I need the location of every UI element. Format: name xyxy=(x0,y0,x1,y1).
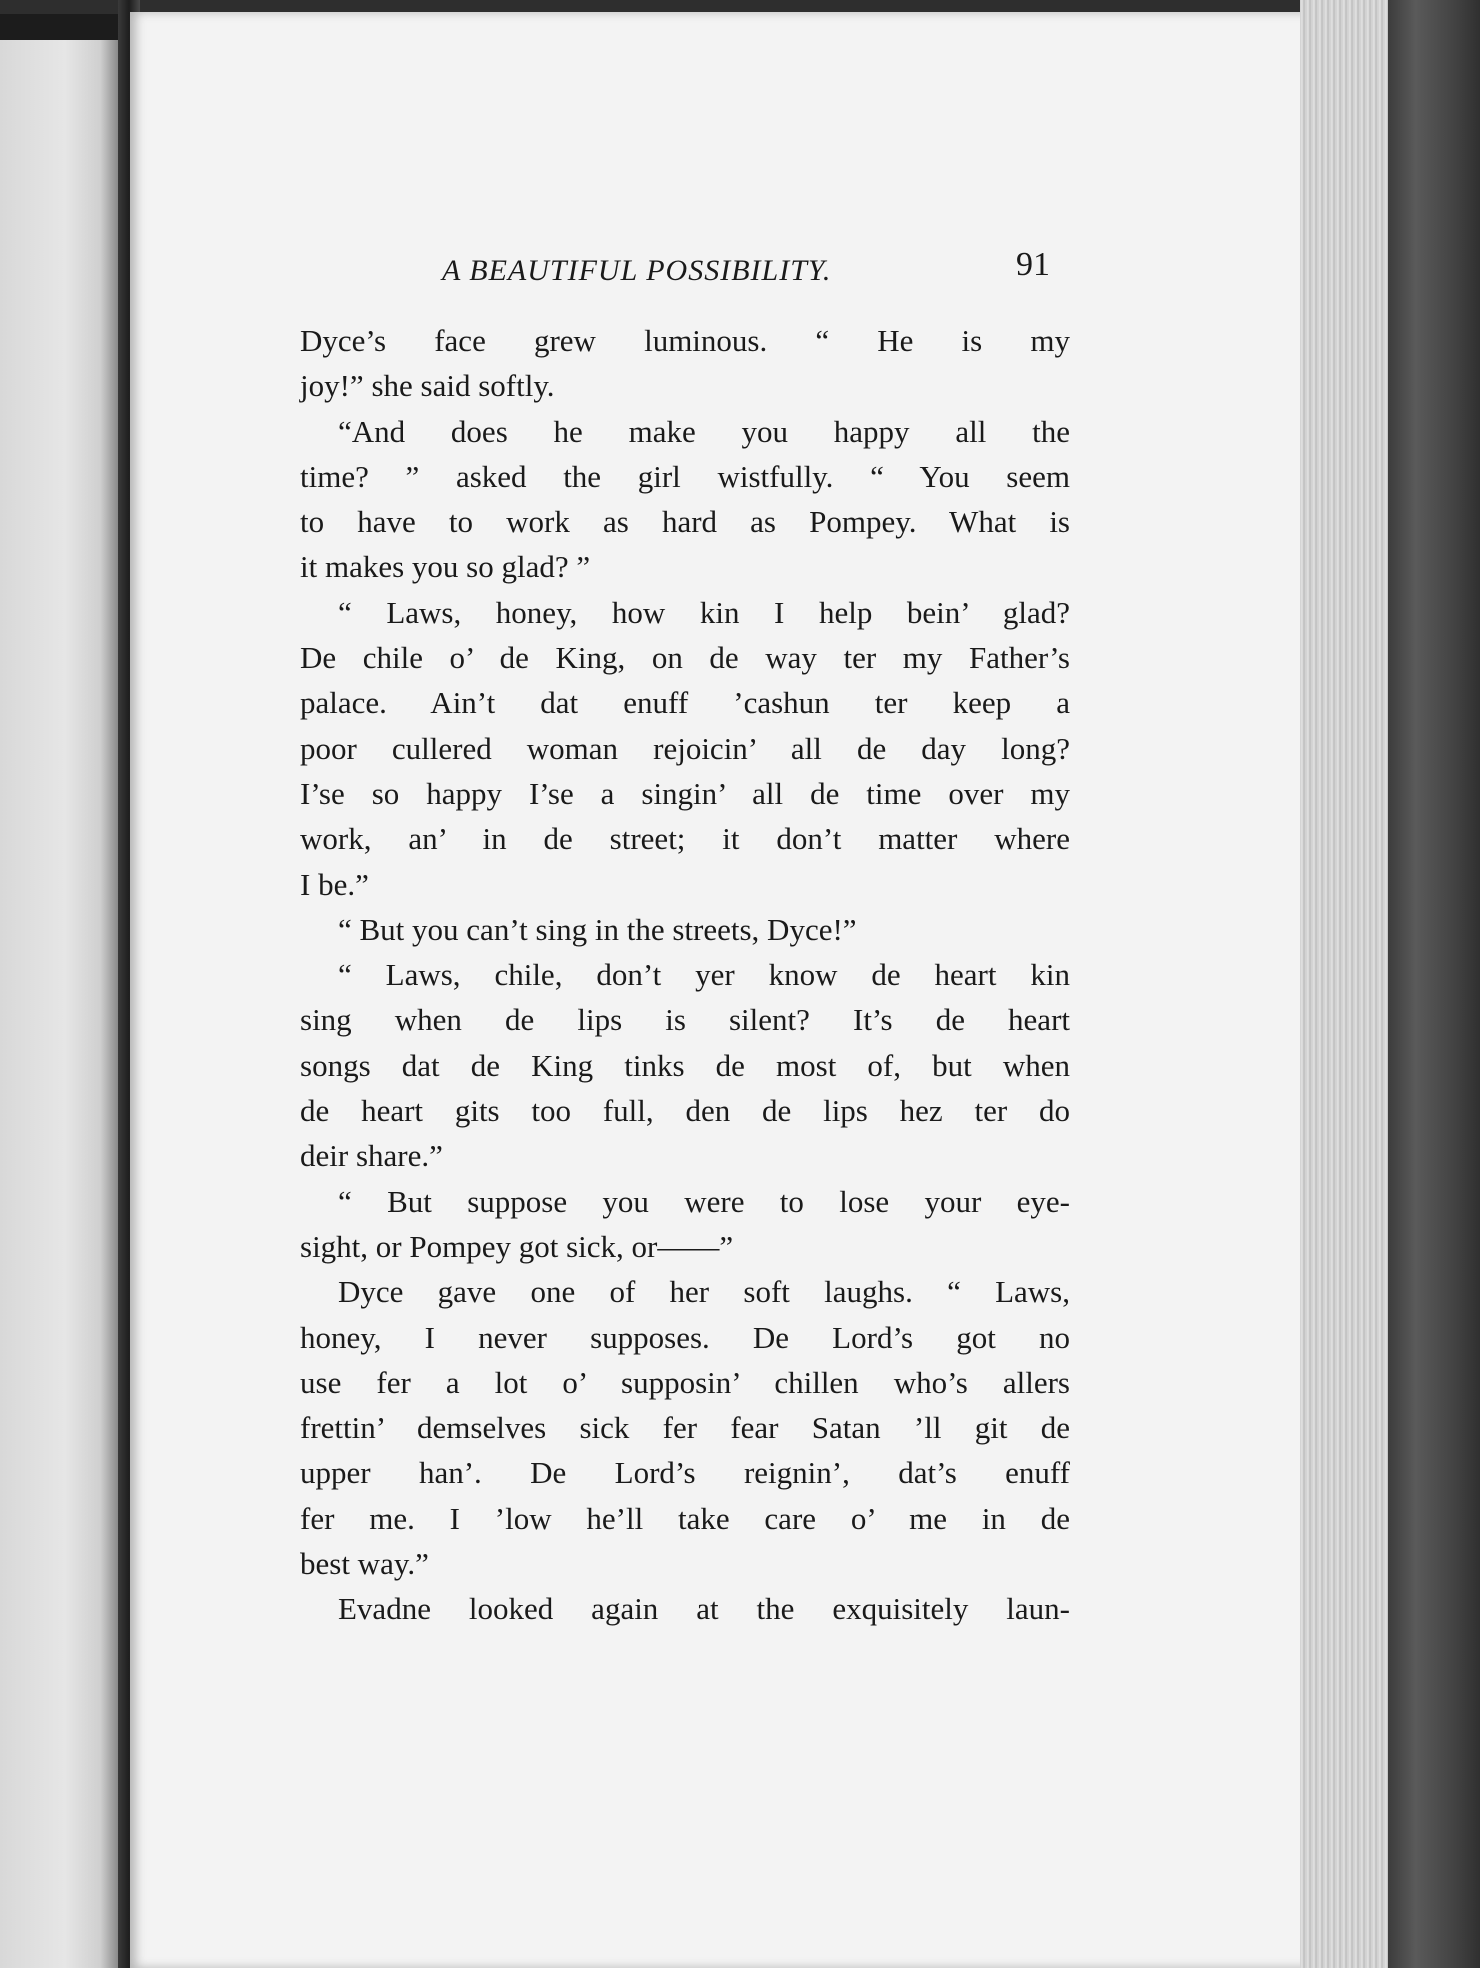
text-line: sight, or Pompey got sick, or——” xyxy=(300,1228,734,1264)
text-line: to have to work as hard as Pompey. What is xyxy=(300,504,1070,540)
text-line: “ Laws, chile, don’t yer know de heart kin xyxy=(338,957,1070,993)
book-cover-edge xyxy=(1388,0,1480,1968)
running-title: A BEAUTIFUL POSSIBILITY. xyxy=(442,254,832,287)
text-line: sing when de lips is silent? It’s de heart xyxy=(300,1002,1070,1038)
text-line: Evadne looked again at the exquisitely laun- xyxy=(338,1591,1070,1627)
text-line: time? ” asked the girl wistfully. “ You seem xyxy=(300,458,1070,494)
text-line: De chile o’ de King, on de way ter my Father’s xyxy=(300,640,1070,676)
text-line: “And does he make you happy all the xyxy=(338,413,1070,449)
text-line: work, an’ in de street; it don’t matter where xyxy=(300,821,1070,857)
text-line: best way.” xyxy=(300,1546,429,1582)
text-line: poor cullered woman rejoicin’ all de day long? xyxy=(300,730,1070,766)
text-line: it makes you so glad? ” xyxy=(300,549,591,585)
text-line: deir share.” xyxy=(300,1138,443,1174)
text-line: de heart gits too full, den de lips hez ter do xyxy=(300,1093,1070,1129)
page-header xyxy=(400,246,1050,296)
page-number: 91 xyxy=(1016,246,1050,283)
text-line: I’se so happy I’se a singin’ all de time over my xyxy=(300,775,1070,811)
text-line: joy!” she said softly. xyxy=(300,368,555,404)
text-line: frettin’ demselves sick fer fear Satan ’ll git de xyxy=(300,1410,1070,1446)
page-block-edges xyxy=(1300,0,1390,1968)
text-line: upper han’. De Lord’s reignin’, dat’s enuff xyxy=(300,1455,1070,1491)
text-line: use fer a lot o’ supposin’ chillen who’s allers xyxy=(300,1364,1070,1400)
text-line: honey, I never supposes. De Lord’s got no xyxy=(300,1319,1070,1355)
text-line: “ But you can’t sing in the streets, Dyce!” xyxy=(338,911,857,947)
text-line: I be.” xyxy=(300,866,369,902)
text-line: Dyce gave one of her soft laughs. “ Laws, xyxy=(338,1274,1070,1310)
text-line: “ But suppose you were to lose your eye- xyxy=(338,1183,1070,1219)
body-text xyxy=(300,318,1070,1632)
text-line: fer me. I ’low he’ll take care o’ me in de xyxy=(300,1500,1070,1536)
text-line: songs dat de King tinks de most of, but when xyxy=(300,1047,1070,1083)
left-page-edge xyxy=(0,40,118,1968)
text-line: palace. Ain’t dat enuff ’cashun ter keep a xyxy=(300,685,1070,721)
text-line: Dyce’s face grew luminous. “ He is my xyxy=(300,323,1070,358)
text-line: “ Laws, honey, how kin I help bein’ glad? xyxy=(338,594,1070,630)
